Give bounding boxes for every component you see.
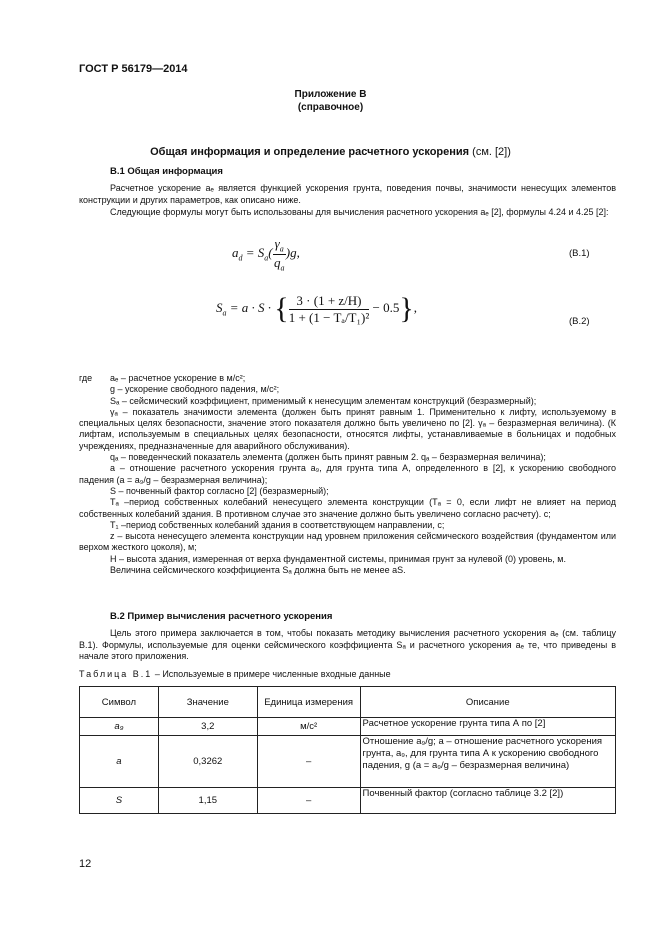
table-row — [80, 788, 616, 814]
formula-b1-num: γ — [274, 236, 280, 251]
table-caption-prefix: Таблица В.1 — [79, 669, 153, 679]
formula-b2-right-brace: } — [399, 292, 414, 325]
formula-b1-den-sub: a — [280, 263, 285, 273]
table-cell-unit: – — [257, 736, 360, 788]
definition-gamma: γₐ – показатель значимости элемента (должен быть принят равным 1. Применительно к лифту, используемому в специальных целях безопасности, значение этого показателя должно быть увеличено по [2]. γₐ – безразмерная величина). (К лифтам, используемым в специальных целях безопасности, относятся лифты, устанавливаемые в больницах и подобных учреждениях, предназначенные для аварийного обслуживания). — [79, 406, 616, 451]
definition-t1: T₁ –период собственных колебаний здания в соответствующем направлении, с; — [110, 519, 445, 530]
formula-b2-mid: = a · S · — [229, 299, 272, 315]
table-cell-description: Отношение a₉/g; a – отношение расчетного ускорения грунта, a₉, для грунта типа А к ускорению свободного падения, g (a = a₉/g – безразмерная величина) — [360, 736, 615, 788]
table-header-symbol: Символ — [80, 687, 159, 718]
definition-qa: qₐ – поведенческий показатель элемента (должен быть принят равным 2. qₐ – безразмерная величина); — [110, 452, 546, 463]
definition-list — [79, 373, 616, 576]
table-row — [80, 736, 616, 788]
definition-a: a – отношение расчетного ускорения грунта a₉, для грунта типа А, определенного в [2], к ускорению свободного падения (a = a₉/g – безразмерная величина); — [79, 463, 616, 485]
table-row — [80, 718, 616, 736]
formula-b1-num-sub: a — [279, 244, 284, 254]
section-b2-title: В.2 Пример вычисления расчетного ускорения — [110, 611, 333, 622]
formula-b2-tail: − 0.5 — [372, 299, 400, 315]
formula-b2-number: (В.2) — [569, 316, 590, 327]
main-heading — [0, 146, 661, 158]
table-cell-value: 0,3262 — [158, 736, 257, 788]
main-heading-tail: (см. [2]) — [472, 146, 511, 158]
formula-b2-num: 3 · (1 + z/H) — [289, 293, 370, 310]
definition-ta: Tₐ –период собственных колебаний ненесущего элемента конструкции (Tₐ = 0, если лифт не влияет на период собственных колебаний здания. В противном случае это значение должно быть увеличено согласно расчету). с; — [79, 497, 616, 519]
table-cell-unit: м/с² — [257, 718, 360, 736]
formula-b1-lhs-sub: d — [238, 253, 243, 263]
formula-b1: $a_d = S_a$( $\frac{\gamma_a}{q_a}$ )g, — [232, 236, 300, 273]
table-cell-symbol: a — [80, 736, 159, 788]
where-label: где — [79, 373, 93, 383]
section-b2-paragraph-1: Цель этого примера заключается в том, чтобы показать методику вычисления расчетного ускорения aₑ (см. таблицу В.1). Формулы, используемые для оценки сейсмического коэффициента Sₐ и расчетного ускорения aₑ те, что приведены в начале этого приложения. — [79, 628, 616, 661]
section-b1-paragraph-1: Расчетное ускорение aₑ является функцией ускорения грунта, поведения почвы, значимости ненесущих элементов конструкции и других параметров, как описано ниже. — [79, 183, 616, 205]
formula-b1-tail: )g, — [285, 245, 300, 261]
formula-b2 — [216, 292, 417, 326]
table-header-unit: Единица измерения — [257, 687, 360, 718]
table-header-value: Значение — [158, 687, 257, 718]
table-header-row — [80, 687, 616, 718]
appendix-subtitle: (справочное) — [297, 102, 364, 113]
seismic-coefficient-note: Величина сейсмического коэффициента Sₐ должна быть не менее aS. — [110, 565, 406, 576]
table-cell-symbol: S — [80, 788, 159, 814]
formula-b2-lhs: S — [216, 299, 223, 315]
appendix-heading — [0, 88, 661, 114]
formula-b1-number: (В.1) — [569, 248, 590, 259]
table-cell-value: 3,2 — [158, 718, 257, 736]
appendix-title: Приложение В — [294, 89, 367, 100]
definition-ad: aₑ – расчетное ускорение в м/с²; — [110, 373, 246, 383]
document-header: ГОСТ Р 56179—2014 — [79, 63, 188, 75]
formula-b1-lhs: a — [232, 245, 239, 261]
formula-b1-eq: = S — [245, 245, 265, 261]
input-data-table — [79, 686, 616, 814]
table-cell-value: 1,15 — [158, 788, 257, 814]
table-cell-symbol: a₉ — [80, 718, 159, 736]
section-b1-paragraph-2: Следующие формулы могут быть использованы для вычисления расчетного ускорения aₑ [2], формулы 4.24 и 4.25 [2]: — [110, 207, 609, 217]
definition-s: S – почвенный фактор согласно [2] (безразмерный); — [110, 485, 329, 496]
definition-z: z – высота ненесущего элемента конструкции над уровнем приложения сейсмического воздействия (фундаментом или верхом жесткого цоколя), м; — [79, 531, 616, 553]
formula-b1-den: q — [273, 254, 281, 270]
table-cell-description: Почвенный фактор (согласно таблице 3.2 [2]) — [360, 788, 615, 814]
section-b1-title: В.1 Общая информация — [110, 166, 223, 177]
formula-b1-eq-sub: a — [264, 253, 269, 263]
table-cell-description: Расчетное ускорение грунта типа А по [2] — [360, 718, 615, 736]
formula-b2-lhs-sub: a — [222, 308, 227, 318]
table-caption-text: – Используемые в примере численные входные данные — [152, 669, 391, 679]
formula-b2-fraction — [289, 293, 370, 326]
definition-sa: Sₐ – сейсмический коэффициент, применимый к ненесущим элементам конструкций (безразмерный); — [110, 395, 537, 406]
formula-b2-den: 1 + (1 − Tₐ/T₁)² — [288, 309, 370, 325]
formula-b1-fraction — [273, 236, 286, 272]
table-header-description: Описание — [360, 687, 615, 718]
main-heading-bold: Общая информация и определение расчетного ускорения — [150, 146, 470, 158]
formula-b2-end: , — [413, 299, 418, 315]
definition-g: g – ускорение свободного падения, м/с²; — [110, 384, 280, 395]
definition-h: H – высота здания, измеренная от верха фундаментной системы, принимая грунт за нулевой (0) уровень, м. — [110, 553, 566, 564]
page-number: 12 — [79, 858, 92, 870]
table-cell-unit: – — [257, 788, 360, 814]
formula-b2-left-brace: { — [274, 292, 289, 325]
table-caption — [79, 669, 391, 679]
